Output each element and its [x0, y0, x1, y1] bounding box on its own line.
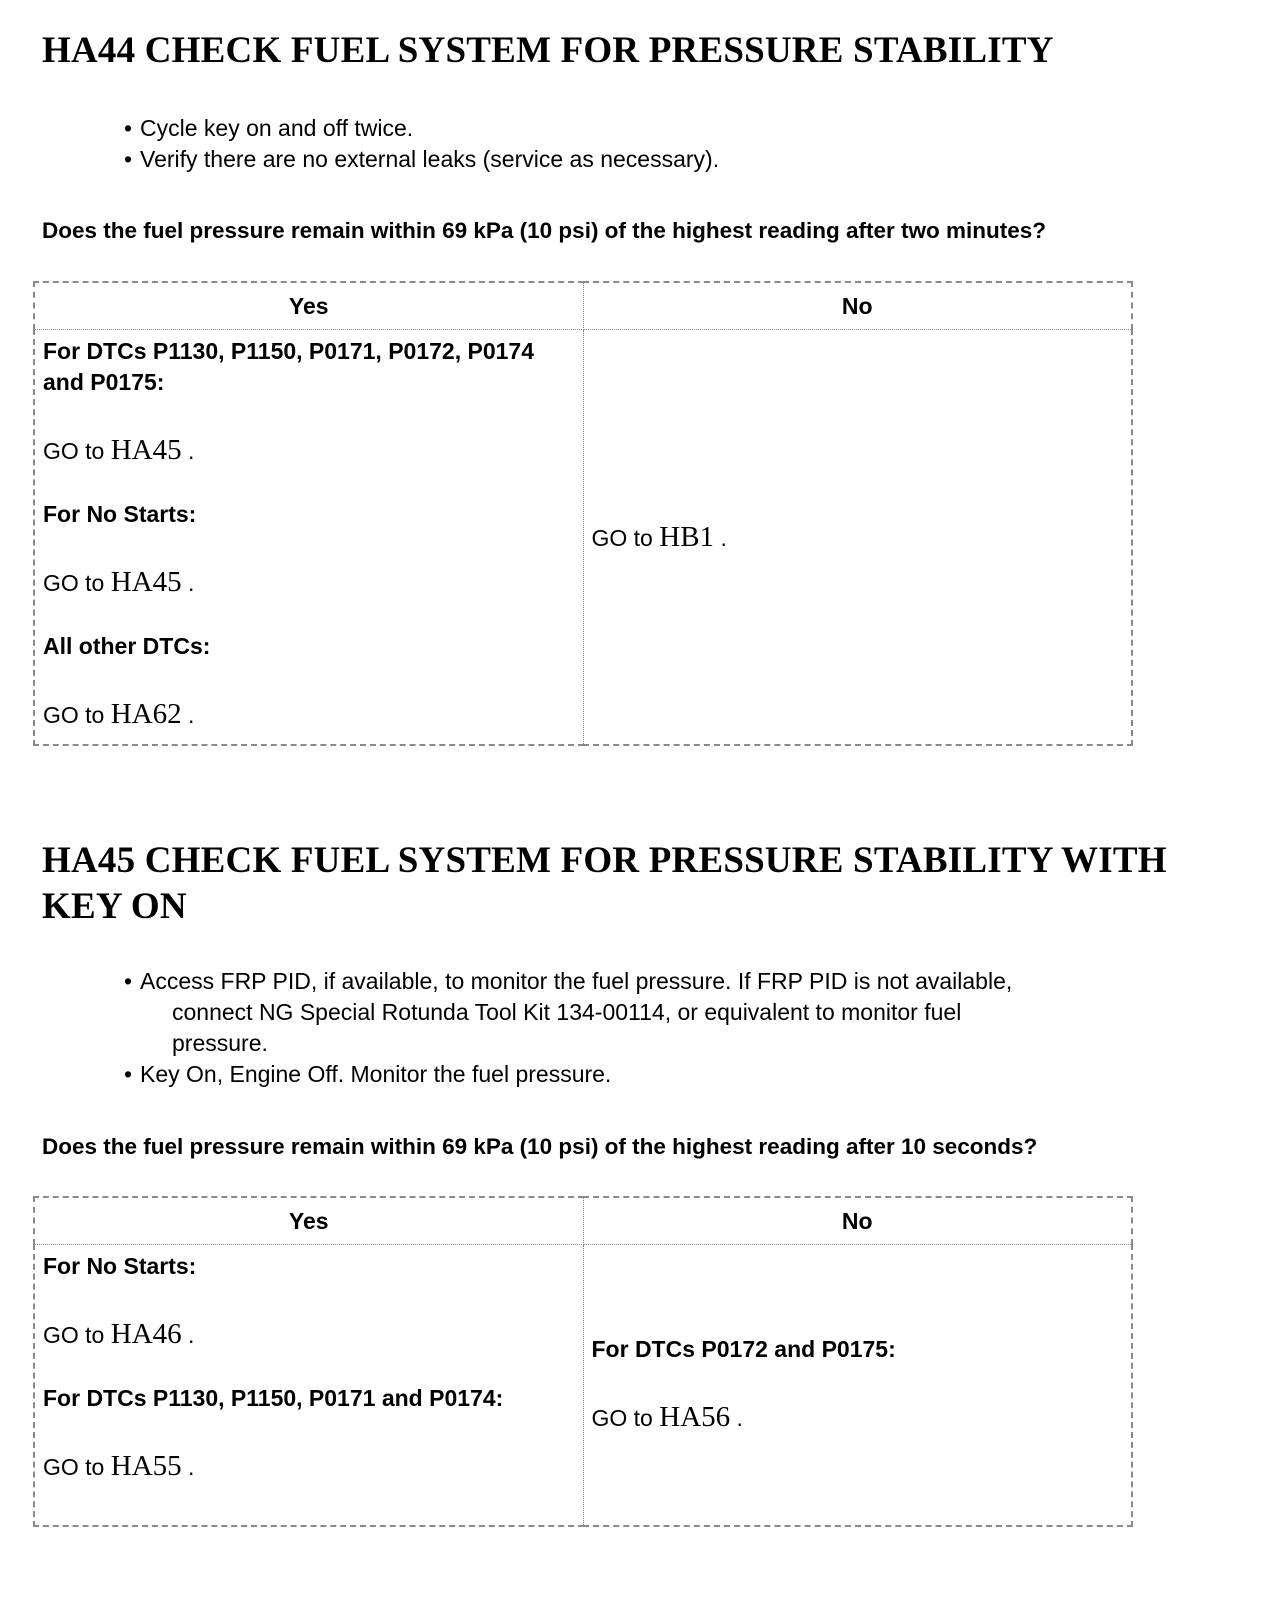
ha44-question: Does the fuel pressure remain within 69 kPa (10 psi) of the highest reading after two minutes? [42, 218, 1046, 243]
table-header-row [34, 1197, 1132, 1245]
ha45-instructions [124, 966, 1012, 1090]
link-ha45[interactable]: HA45 [110, 566, 182, 598]
bullet-icon: • [124, 968, 133, 994]
goto-instruction: GO to HA45 . [43, 434, 195, 466]
condition-heading: For DTCs P0172 and P0175: [591, 1336, 896, 1362]
condition-heading: All other DTCs: [43, 633, 211, 659]
bullet-icon: • [124, 115, 133, 141]
ha45-instruction-item: • Key On, Engine Off. Monitor the fuel pressure. [124, 1059, 1012, 1090]
link-hb1[interactable]: HB1 [659, 520, 715, 553]
link-ha56[interactable]: HA56 [659, 1401, 731, 1433]
column-header-no: No [583, 1197, 1132, 1245]
goto-instruction: GO to HA55 . [43, 1450, 195, 1482]
condition-heading: For No Starts: [43, 501, 197, 527]
table-row [34, 1245, 1132, 1527]
link-ha62[interactable]: HA62 [110, 698, 182, 730]
ha45-instruction-item: • Access FRP PID, if available, to monitor the fuel pressure. If FRP PID is not available, connect NG Special Rotunda Tool Kit 134-00114, or equivalent to monitor fuel pressure. [124, 968, 1013, 1056]
ha45-yes-cell [34, 1245, 583, 1527]
link-ha46[interactable]: HA46 [110, 1318, 182, 1350]
goto-instruction: GO to HA46 . [43, 1318, 195, 1350]
ha44-answer-table [33, 281, 1133, 746]
ha44-yes-cell [34, 330, 583, 746]
ha44-step-title: HA44 CHECK FUEL SYSTEM FOR PRESSURE STABILITY [42, 30, 1054, 71]
goto-instruction: GO to HB1 . [591, 520, 727, 553]
ha45-step-title: HA45 CHECK FUEL SYSTEM FOR PRESSURE STABILITY WITH KEY ON [42, 840, 1167, 927]
table-row [34, 330, 1132, 746]
ha44-instructions [124, 113, 719, 175]
goto-instruction: GO to HA56 . [591, 1401, 743, 1433]
link-ha55[interactable]: HA55 [110, 1450, 182, 1482]
column-header-yes: Yes [34, 1197, 583, 1245]
ha44-instruction-item: • Cycle key on and off twice. [124, 113, 719, 144]
ha44-instruction-item: • Verify there are no external leaks (service as necessary). [124, 144, 719, 175]
goto-instruction: GO to HA45 . [43, 566, 195, 598]
condition-heading: For DTCs P1130, P1150, P0171 and P0174: [43, 1385, 504, 1411]
goto-instruction: GO to HA62 . [43, 698, 195, 730]
condition-heading: For No Starts: [43, 1253, 197, 1279]
link-ha45[interactable]: HA45 [110, 434, 182, 466]
ha45-no-cell [583, 1245, 1132, 1527]
bullet-icon: • [124, 1061, 133, 1087]
ha45-answer-table [33, 1196, 1133, 1527]
condition-heading: For DTCs P1130, P1150, P0171, P0172, P0174 and P0175: [43, 338, 535, 395]
ha45-question: Does the fuel pressure remain within 69 kPa (10 psi) of the highest reading after 10 seconds? [42, 1134, 1038, 1159]
column-header-no: No [583, 282, 1132, 330]
bullet-icon: • [124, 146, 133, 172]
column-header-yes: Yes [34, 282, 583, 330]
ha44-no-cell [583, 330, 1132, 746]
table-header-row [34, 282, 1132, 330]
